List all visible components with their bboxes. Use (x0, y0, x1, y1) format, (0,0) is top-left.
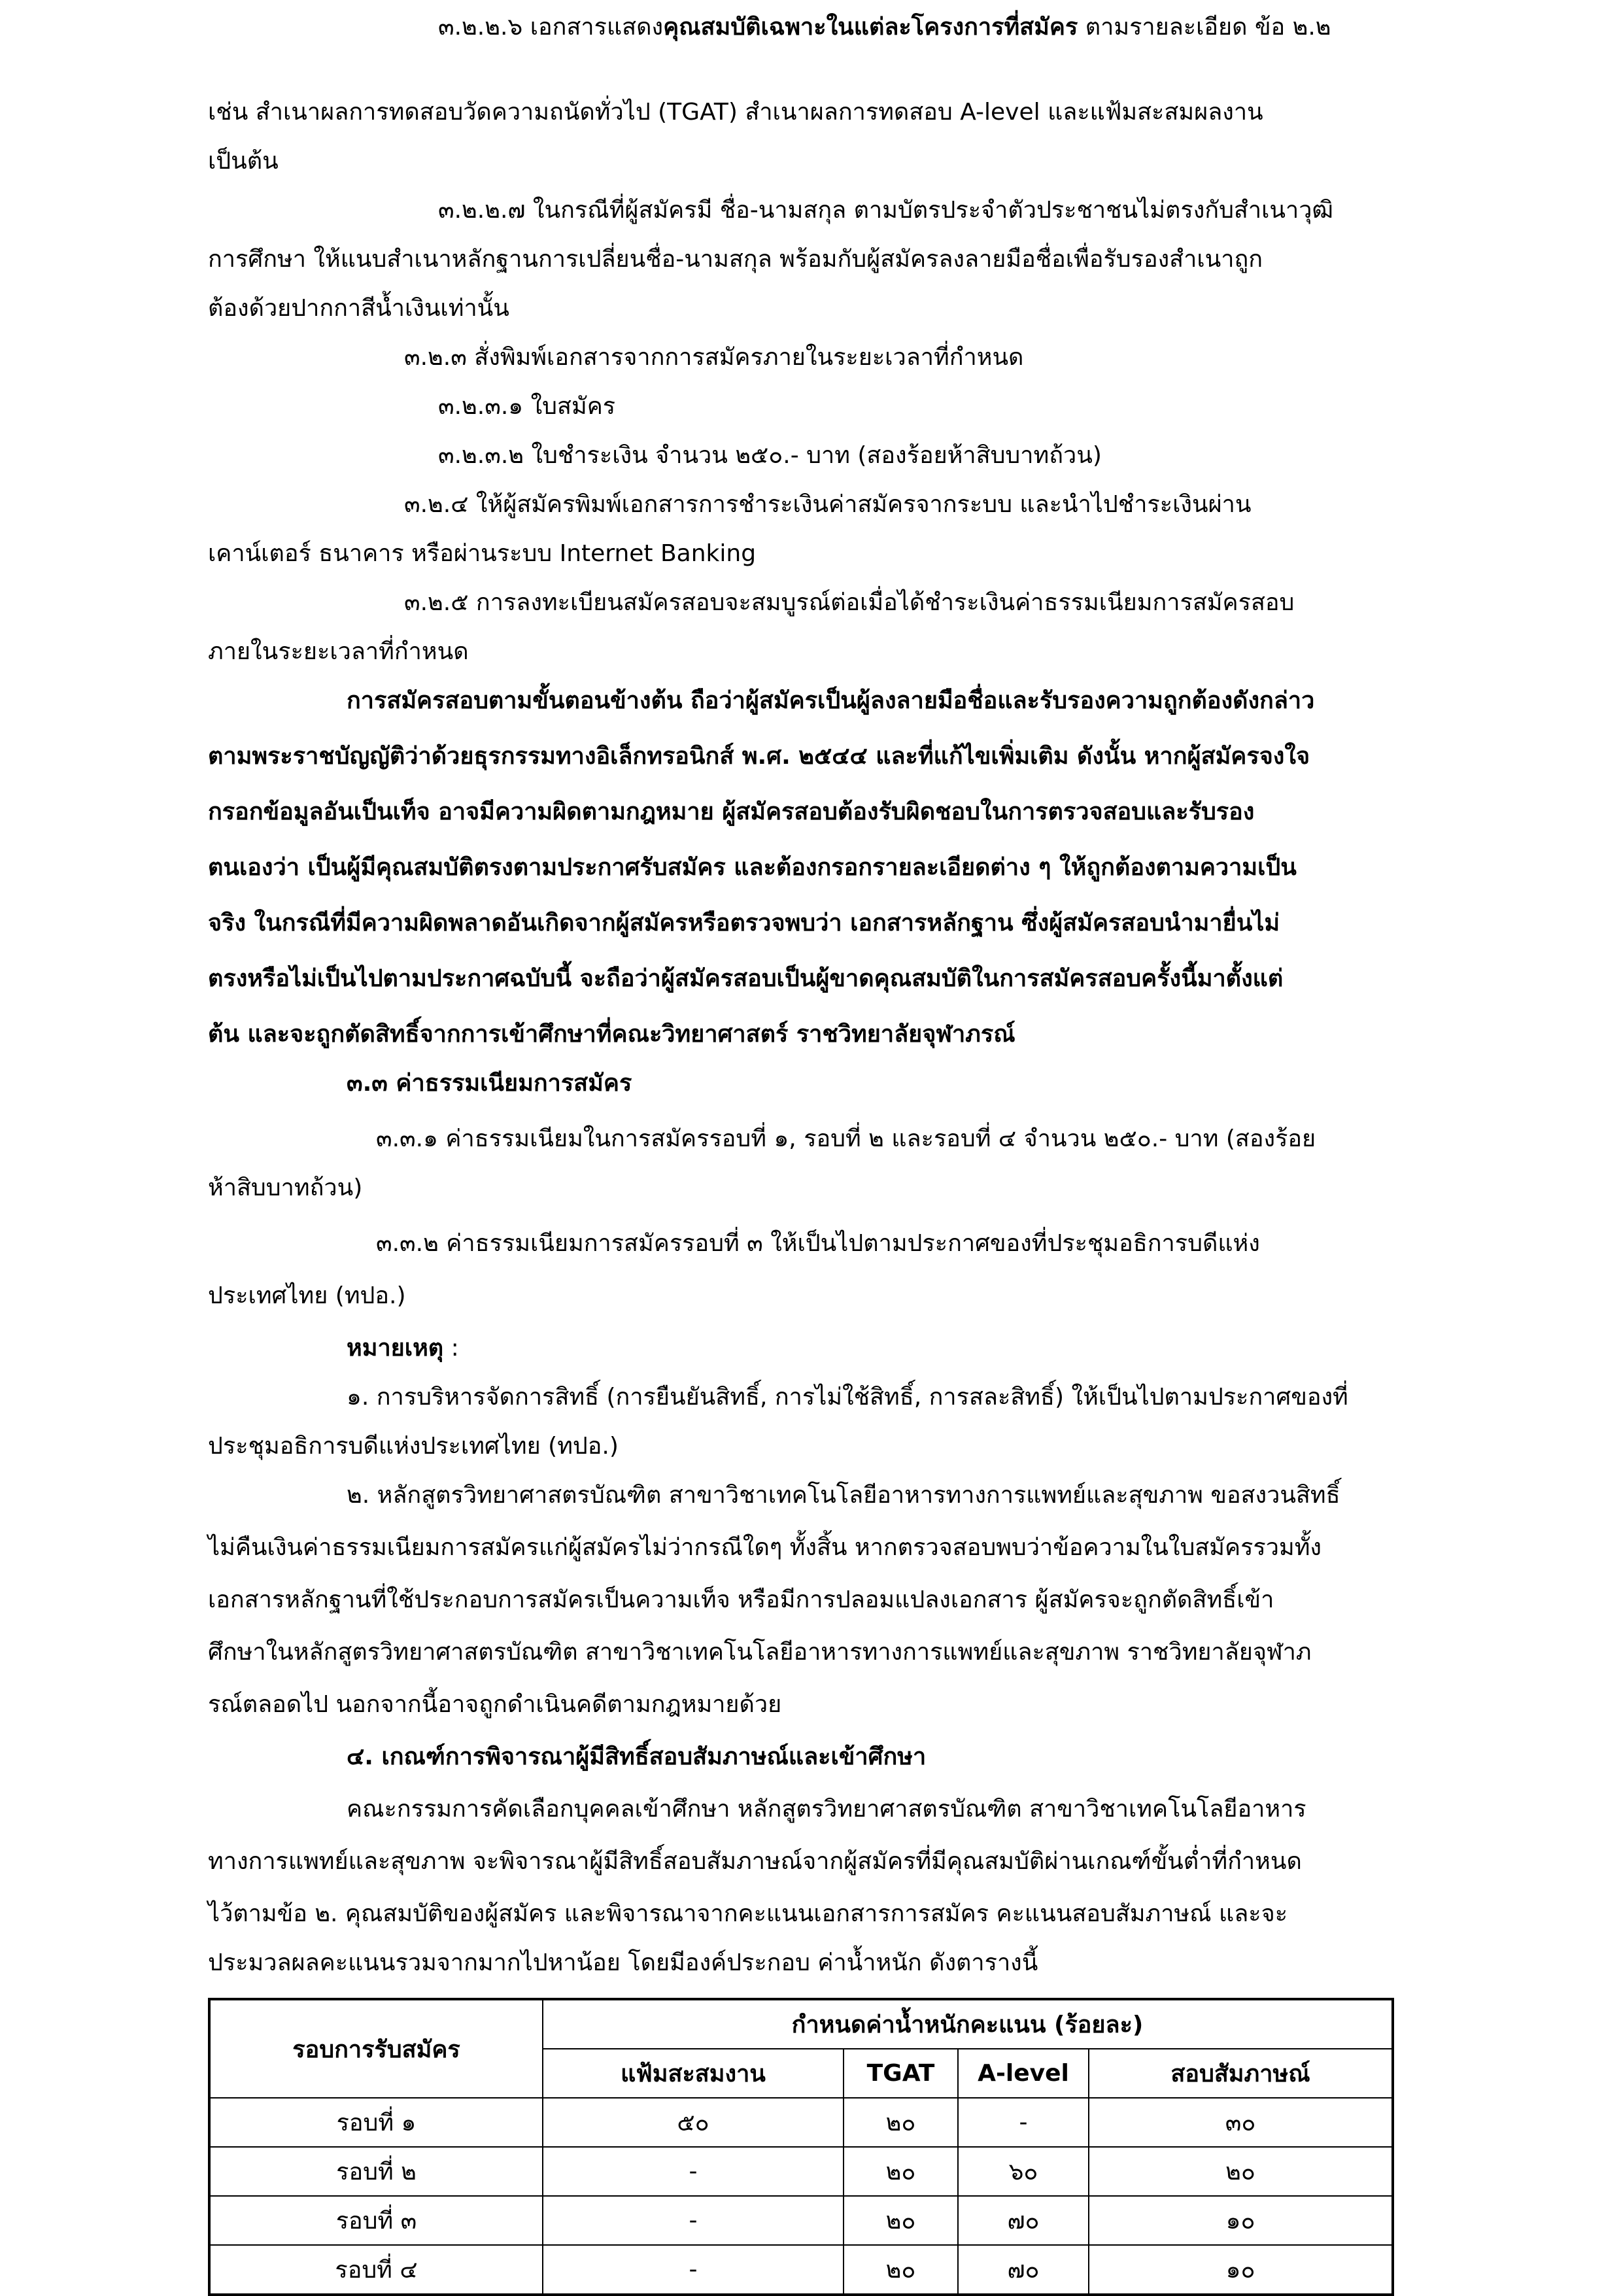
declaration-line-6: ตรงหรือไม่เป็นไปตามประกาศฉบับนี้ จะถือว่าผู้สมัครสอบเป็นผู้ขาดคุณสมบัติในการสมัครสอบครั้งนี้มาตั้งแต่ (208, 965, 1284, 992)
section-3-3-1-line1: ๓.๓.๑ ค่าธรรมเนียมในการสมัครรอบที่ ๑, รอบที่ ๒ และรอบที่ ๔ จำนวน ๒๕๐.- บาท (สองร้อย (376, 1125, 1316, 1152)
table-header-row (209, 1999, 1393, 2049)
text: ตามรายละเอียด ข้อ ๒.๒ (1078, 14, 1331, 41)
round-header: รอบการรับสมัคร (209, 1999, 543, 2098)
remarks-colon: : (443, 1335, 459, 1362)
remarks-item1-line1: ๑. การบริหารจัดการสิทธิ์ (การยืนยันสิทธิ์, การไม่ใช้สิทธิ์, การสละสิทธิ์) ให้เป็นไปตามประกาศของที่ (347, 1384, 1348, 1411)
section-3-2-2-7-line3: ต้องด้วยปากกาสีน้ำเงินเท่านั้น (208, 295, 509, 322)
text: ๓.๒.๒.๖ เอกสารแสดง (438, 14, 664, 41)
section-3-3-2-line2: ประเทศไทย (ทปอ.) (208, 1282, 406, 1309)
round-cell: รอบที่ ๓ (209, 2196, 543, 2245)
declaration-line-4: ตนเองว่า เป็นผู้มีคุณสมบัติตรงตามประกาศรับสมัคร และต้องกรอกรายละเอียดต่าง ๆ ให้ถูกต้องตามความเป็น (208, 854, 1297, 881)
interview-cell: ๑๐ (1089, 2245, 1393, 2295)
alevel-cell: ๖๐ (958, 2147, 1089, 2196)
tgat-cell: ๒๐ (844, 2196, 958, 2245)
section-3-2-3-1: ๓.๒.๓.๑ ใบสมัคร (438, 393, 616, 420)
declaration-line-5: จริง ในกรณีที่มีความผิดพลาดอันเกิดจากผู้สมัครหรือตรวจพบว่า เอกสารหลักฐาน ซึ่งผู้สมัครสอบนำมายื่นไม่ (208, 910, 1280, 936)
portfolio-cell: ๕๐ (543, 2098, 844, 2147)
tgat-header: TGAT (844, 2049, 958, 2098)
portfolio-cell: - (543, 2245, 844, 2295)
tgat-cell: ๒๐ (844, 2147, 958, 2196)
remarks-item2-line5: รณ์ตลอดไป นอกจากนี้อาจถูกดำเนินคดีตามกฎหมายด้วย (208, 1691, 782, 1718)
alevel-header: A-level (958, 2049, 1089, 2098)
section-4-line3: ไว้ตามข้อ ๒. คุณสมบัติของผู้สมัคร และพิจารณาจากคะแนนเอกสารการสมัคร คะแนนสอบสัมภาษณ์ และจะ (208, 1900, 1288, 1927)
bold-text: คุณสมบัติเฉพาะในแต่ละโครงการที่สมัคร (663, 14, 1078, 41)
declaration-line-1: การสมัครสอบตามขั้นตอนข้างต้น ถือว่าผู้สมัครเป็นผู้ลงลายมือชื่อและรับรองความถูกต้องดังกล่าว (347, 687, 1315, 714)
remarks-item1-line2: ประชุมอธิการบดีแห่งประเทศไทย (ทปอ.) (208, 1433, 619, 1460)
section-3-3-1-line2: ห้าสิบบาทถ้วน) (208, 1174, 363, 1201)
portfolio-cell: - (543, 2147, 844, 2196)
interview-cell: ๓๐ (1089, 2098, 1393, 2147)
section-3-2-5-line2: ภายในระยะเวลาที่กำหนด (208, 638, 469, 665)
remarks-heading (347, 1333, 459, 1364)
alevel-cell: - (958, 2098, 1089, 2147)
remarks-item2-line2: ไม่คืนเงินค่าธรรมเนียมการสมัครแก่ผู้สมัครไม่ว่ากรณีใดๆ ทั้งสิ้น หากตรวจสอบพบว่าข้อความในใบสมัครรวมทั้ง (208, 1534, 1322, 1561)
tgat-cell: ๒๐ (844, 2245, 958, 2295)
portfolio-cell: - (543, 2196, 844, 2245)
section-3-2-2-6-line3: เป็นต้น (208, 148, 279, 175)
portfolio-header: แฟ้มสะสมงาน (543, 2049, 844, 2098)
alevel-cell: ๗๐ (958, 2196, 1089, 2245)
section-3-2-2-7-line2: การศึกษา ให้แนบสำเนาหลักฐานการเปลี่ยนชื่อ-นามสกุล พร้อมกับผู้สมัครลงลายมือชื่อเพื่อรับรองสำเนาถูก (208, 246, 1263, 273)
declaration-line-7: ต้น และจะถูกตัดสิทธิ์จากการเข้าศึกษาที่คณะวิทยาศาสตร์ ราชวิทยาลัยจุฬาภรณ์ (208, 1021, 1015, 1048)
section-3-2-5-line1: ๓.๒.๕ การลงทะเบียนสมัครสอบจะสมบูรณ์ต่อเมื่อได้ชำระเงินค่าธรรมเนียมการสมัครสอบ (404, 589, 1295, 616)
section-4-line1: คณะกรรมการคัดเลือกบุคคลเข้าศึกษา หลักสูตรวิทยาศาสตรบัณฑิต สาขาวิชาเทคโนโลยีอาหาร (347, 1796, 1306, 1823)
round-cell: รอบที่ ๔ (209, 2245, 543, 2295)
remarks-item2-line1: ๒. หลักสูตรวิทยาศาสตรบัณฑิต สาขาวิชาเทคโนโลยีอาหารทางการแพทย์และสุขภาพ ขอสงวนสิทธิ์ (347, 1482, 1340, 1509)
remarks-label: หมายเหตุ (347, 1335, 444, 1362)
table-row (209, 2098, 1393, 2147)
section-4-line2: ทางการแพทย์และสุขภาพ จะพิจารณาผู้มีสิทธิ์สอบสัมภาษณ์จากผู้สมัครที่มีคุณสมบัติผ่านเกณฑ์ขั้นต่ำที่กำหนด (208, 1848, 1302, 1875)
alevel-cell: ๗๐ (958, 2245, 1089, 2295)
tgat-cell: ๒๐ (844, 2098, 958, 2147)
weights-table (208, 1998, 1394, 2296)
section-3-2-3-title: ๓.๒.๓ สั่งพิมพ์เอกสารจากการสมัครภายในระยะเวลาที่กำหนด (404, 344, 1024, 371)
section-3-2-2-6-line1 (438, 12, 1331, 43)
remarks-item2-line4: ศึกษาในหลักสูตรวิทยาศาสตรบัณฑิต สาขาวิชาเทคโนโลยีอาหารทางการแพทย์และสุขภาพ ราชวิทยาลัยจุฬาภ (208, 1639, 1312, 1666)
section-3-3-heading: ๓.๓ ค่าธรรมเนียมการสมัคร (347, 1070, 632, 1097)
interview-header: สอบสัมภาษณ์ (1089, 2049, 1393, 2098)
section-3-2-2-7-line1: ๓.๒.๒.๗ ในกรณีที่ผู้สมัครมี ชื่อ-นามสกุล ตามบัตรประจำตัวประชาชนไม่ตรงกับสำเนาวุฒิ (438, 197, 1333, 224)
round-cell: รอบที่ ๒ (209, 2147, 543, 2196)
declaration-line-2: ตามพระราชบัญญัติว่าด้วยธุรกรรมทางอิเล็กทรอนิกส์ พ.ศ. ๒๕๔๔ และที่แก้ไขเพิ่มเติม ดังนั้น หากผู้สมัครจงใจ (208, 743, 1310, 770)
section-3-2-3-2: ๓.๒.๓.๒ ใบชำระเงิน จำนวน ๒๕๐.- บาท (สองร้อยห้าสิบบาทถ้วน) (438, 442, 1102, 469)
section-3-3-2-line1: ๓.๓.๒ ค่าธรรมเนียมการสมัครรอบที่ ๓ ให้เป็นไปตามประกาศของที่ประชุมอธิการบดีแห่ง (376, 1230, 1260, 1257)
table-row (209, 2196, 1393, 2245)
section-3-2-4-line1: ๓.๒.๔ ให้ผู้สมัครพิมพ์เอกสารการชำระเงินค่าสมัครจากระบบ และนำไปชำระเงินผ่าน (404, 491, 1252, 518)
interview-cell: ๒๐ (1089, 2147, 1393, 2196)
declaration-line-3: กรอกข้อมูลอันเป็นเท็จ อาจมีความผิดตามกฎหมาย ผู้สมัครสอบต้องรับผิดชอบในการตรวจสอบและรับรอง (208, 798, 1255, 825)
section-4-heading: ๔. เกณฑ์การพิจารณาผู้มีสิทธิ์สอบสัมภาษณ์และเข้าศึกษา (347, 1743, 927, 1770)
weights-group-header: กำหนดค่าน้ำหนักคะแนน (ร้อยละ) (543, 1999, 1393, 2049)
section-3-2-4-line2: เคาน์เตอร์ ธนาคาร หรือผ่านระบบ Internet Banking (208, 540, 757, 567)
remarks-item2-line3: เอกสารหลักฐานที่ใช้ประกอบการสมัครเป็นความเท็จ หรือมีการปลอมแปลงเอกสาร ผู้สมัครจะถูกตัดสิทธิ์เข้า (208, 1586, 1274, 1613)
round-cell: รอบที่ ๑ (209, 2098, 543, 2147)
table-row (209, 2147, 1393, 2196)
section-3-2-2-6-line2: เช่น สำเนาผลการทดสอบวัดความถนัดทั่วไป (TGAT) สำเนาผลการทดสอบ A-level และแฟ้มสะสมผลงาน (208, 99, 1263, 126)
interview-cell: ๑๐ (1089, 2196, 1393, 2245)
table-row (209, 2245, 1393, 2295)
section-4-line4: ประมวลผลคะแนนรวมจากมากไปหาน้อย โดยมีองค์ประกอบ ค่าน้ำหนัก ดังตารางนี้ (208, 1949, 1038, 1976)
